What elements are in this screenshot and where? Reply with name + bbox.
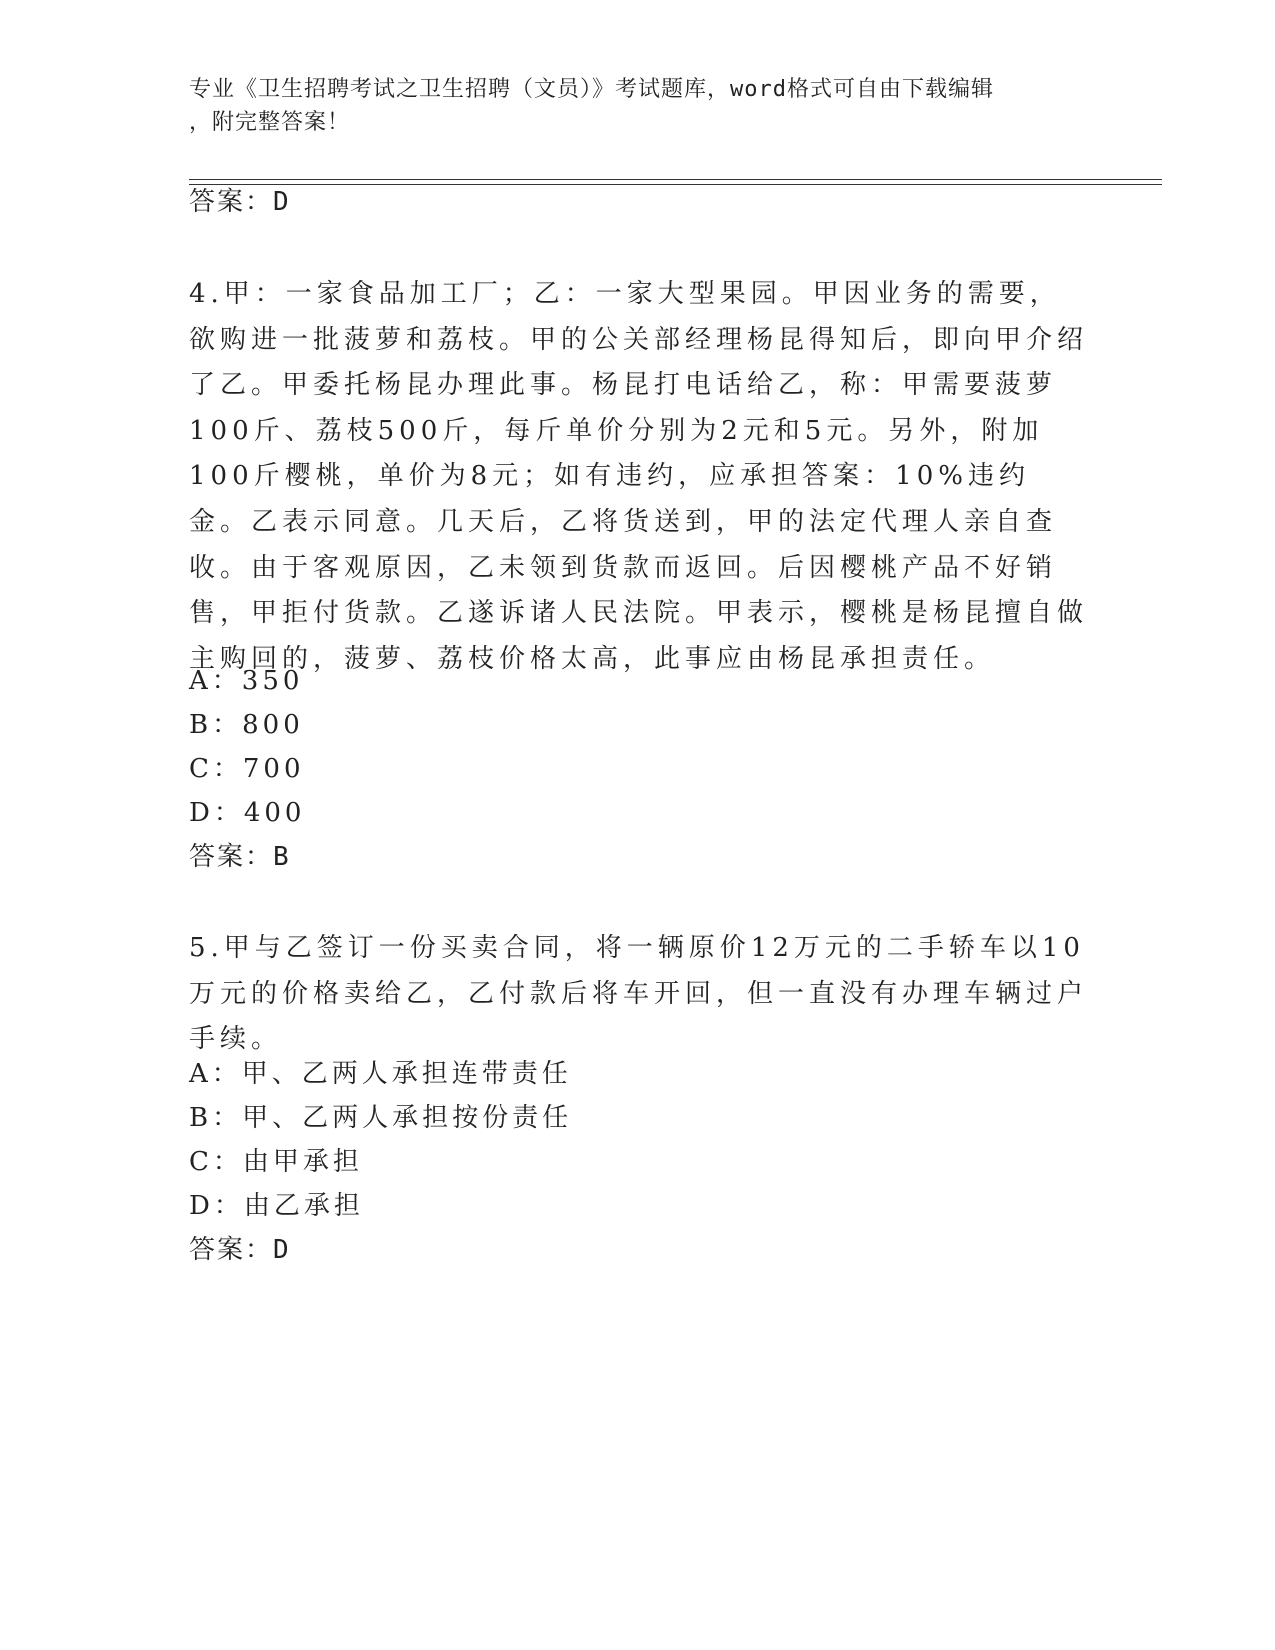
page-header bbox=[189, 73, 1089, 139]
question-4-option-d: D：400 bbox=[189, 798, 306, 828]
previous-answer: 答案：D bbox=[189, 187, 291, 217]
question-4-option-b: B：800 bbox=[189, 710, 304, 740]
question-5-option-a: A：甲、乙两人承担连带责任 bbox=[189, 1059, 572, 1089]
question-5-option-d: D：由乙承担 bbox=[189, 1191, 364, 1221]
question-5-answer: 答案：D bbox=[189, 1235, 291, 1265]
header-line-1: 专业《卫生招聘考试之卫生招聘（文员）》考试题库，word格式可自由下载编辑 bbox=[189, 77, 994, 102]
header-divider-top bbox=[189, 179, 1162, 180]
question-4-option-c: C：700 bbox=[189, 754, 305, 784]
header-line-2: ，附完整答案！ bbox=[189, 110, 351, 135]
question-4-text: 4.甲：一家食品加工厂；乙：一家大型果园。甲因业务的需要，欲购进一批菠萝和荔枝。甲的公关部经理杨昆得知后，即向甲介绍了乙。甲委托杨昆办理此事。杨昆打电话给乙，称：甲需要菠萝100斤、荔枝500斤，每斤单价分别为2元和5元。另外，附加100斤樱桃，单价为8元；如有违约，应承担答案：10%违约金。乙表示同意。几天后，乙将货送到，甲的法定代理人亲自查收。由于客观原因，乙未领到货款而返回。后因樱桃产品不好销售，甲拒付货款。乙遂诉诸人民法院。甲表示，樱桃是杨昆擅自做主购回的，菠萝、荔枝价格太高，此事应由杨昆承担责任。 bbox=[189, 279, 1089, 674]
question-5-text: 5.甲与乙签订一份买卖合同，将一辆原价12万元的二手轿车以10万元的价格卖给乙，乙付款后将车开回，但一直没有办理车辆过户手续。 bbox=[189, 933, 1089, 1055]
header-divider-bottom bbox=[189, 184, 1162, 185]
question-5-option-b: B：甲、乙两人承担按份责任 bbox=[189, 1103, 573, 1133]
question-5-option-c: C：由甲承担 bbox=[189, 1147, 363, 1177]
question-4-option-a: A：350 bbox=[189, 666, 304, 696]
question-4-answer: 答案：B bbox=[189, 842, 291, 872]
